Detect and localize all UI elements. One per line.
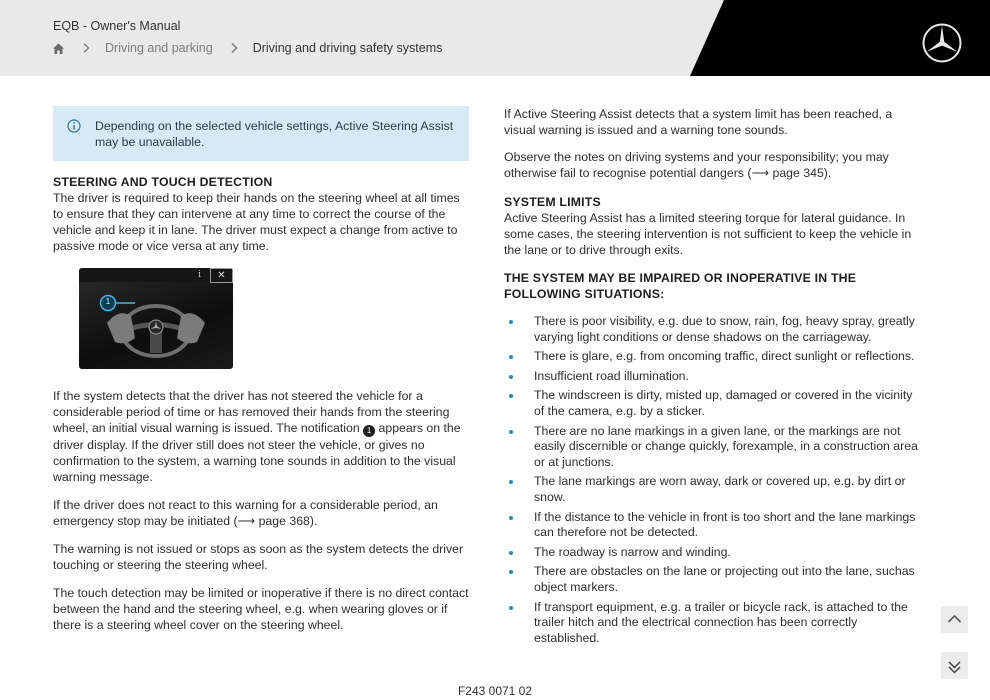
- info-note-text: Depending on the selected vehicle settings, Active Steering Assist may be unavailable.: [95, 119, 454, 149]
- scroll-bottom-icon: [941, 652, 968, 679]
- list-item: If transport equipment, e.g. a trailer or bicycle rack, is attached to the trailer hitch and the electrical connection has been correctly established.: [504, 600, 920, 647]
- heading-impaired-situations: THE SYSTEM MAY BE IMPAIRED OR INOPERATIVE IN THE FOLLOWING SITUATIONS:: [504, 271, 857, 301]
- scroll-bottom-button[interactable]: [941, 652, 968, 679]
- chevron-right-icon: [81, 42, 91, 54]
- paragraph: If the system detects that the driver has not steered the vehicle for a considerable period of time or has removed their hands from the steering wheel, an initial visual warning is issued. The notification 1 appears on the driver display. If the driver still does not steer the vehicle, or gives no confirmation to the system, a warning tone sounds in addition to the visual warning message.: [53, 389, 461, 484]
- paragraph: The warning is not issued or stops as soon as the system detects the driver touching or steering the steering wheel.: [53, 542, 464, 572]
- list-item: There are no lane markings in a given lane, or the markings are not easily discernible or change quickly, forexample, in a construction area or at junctions.: [504, 424, 920, 471]
- right-column: [504, 106, 920, 650]
- list-item: The roadway is narrow and winding.: [504, 545, 920, 561]
- paragraph: If Active Steering Assist detects that a system limit has been reached, a visual warning is issued and a warning tone sounds.: [504, 107, 893, 137]
- info-icon: [67, 119, 81, 133]
- bullet: [509, 320, 513, 324]
- paragraph: The touch detection may be limited or inoperative if there is no direct contact between the hand and the steering wheel, e.g. when wearing gloves or if there is a steering wheel cover on the steering wheel.: [53, 586, 469, 632]
- list-item: The lane markings are worn away, dark or covered up, e.g. by dirt or snow.: [504, 474, 920, 505]
- bullet: [509, 606, 513, 610]
- callout-badge: 1: [363, 425, 375, 437]
- callout-number: 1: [105, 297, 111, 306]
- page-header: [0, 0, 990, 76]
- info-mark: i: [198, 270, 201, 280]
- mercedes-star-logo: [921, 22, 963, 64]
- bullet: [509, 394, 513, 398]
- paragraph: If the driver does not react to this warning for a considerable period, an emergency stop may be initiated (⟶ page 368).: [53, 498, 438, 528]
- list-item: If the distance to the vehicle in front is too short and the lane markings can therefore not be detected.: [504, 510, 920, 541]
- bullet: [509, 551, 513, 555]
- paragraph: The driver is required to keep their hands on the steering wheel at all times to ensure that they can intervene at any time to correct the course of the vehicle and keep it in lane. The driver must expect a change from active to passive mode or vice versa at any time.: [53, 191, 460, 253]
- list-item: The windscreen is dirty, misted up, damaged or covered in the vicinity of the camera, e.g. by a sticker.: [504, 388, 920, 419]
- breadcrumb: [52, 41, 442, 55]
- manual-title: EQB - Owner's Manual: [53, 19, 181, 33]
- breadcrumb-item-current[interactable]: Driving and driving safety systems: [252, 41, 443, 55]
- bullet: [509, 570, 513, 574]
- list-item: There is glare, e.g. from oncoming traffic, direct sunlight or reflections.: [504, 349, 920, 365]
- bullet: [509, 480, 513, 484]
- heading-steering-touch: STEERING AND TOUCH DETECTION: [53, 175, 273, 189]
- paragraph: Active Steering Assist has a limited steering torque for lateral guidance. In some cases, the steering intervention is not sufficient to keep the vehicle in the lane or to drive through exits.: [504, 211, 912, 257]
- situations-list: [504, 314, 920, 646]
- list-item: There are obstacles on the lane or projecting out into the lane, suchas object markers.: [504, 564, 920, 595]
- close-icon: ✕: [210, 268, 233, 283]
- bullet: [509, 375, 513, 379]
- bullet: [509, 516, 513, 520]
- paragraph: Observe the notes on driving systems and your responsibility; you may otherwise fail to recognise potential dangers (⟶ page 345).: [504, 150, 889, 180]
- list-item: Insufficient road illumination.: [504, 369, 920, 385]
- image-code: F243 0071 02: [457, 684, 533, 698]
- home-icon[interactable]: [52, 42, 65, 55]
- scroll-top-button[interactable]: [941, 606, 968, 633]
- bullet: [509, 355, 513, 359]
- breadcrumb-item-driving-and-parking[interactable]: Driving and parking: [105, 41, 213, 55]
- bullet: [509, 430, 513, 434]
- heading-system-limits: SYSTEM LIMITS: [504, 195, 601, 209]
- info-note: [53, 106, 469, 161]
- chevron-right-icon: [229, 42, 239, 54]
- driver-display-illustration: [79, 268, 233, 369]
- list-item: There is poor visibility, e.g. due to snow, rain, fog, heavy spray, greatly varying light conditions or dense shadows on the carriageway.: [504, 314, 920, 345]
- scroll-top-icon: [941, 606, 968, 633]
- left-column: [53, 106, 469, 633]
